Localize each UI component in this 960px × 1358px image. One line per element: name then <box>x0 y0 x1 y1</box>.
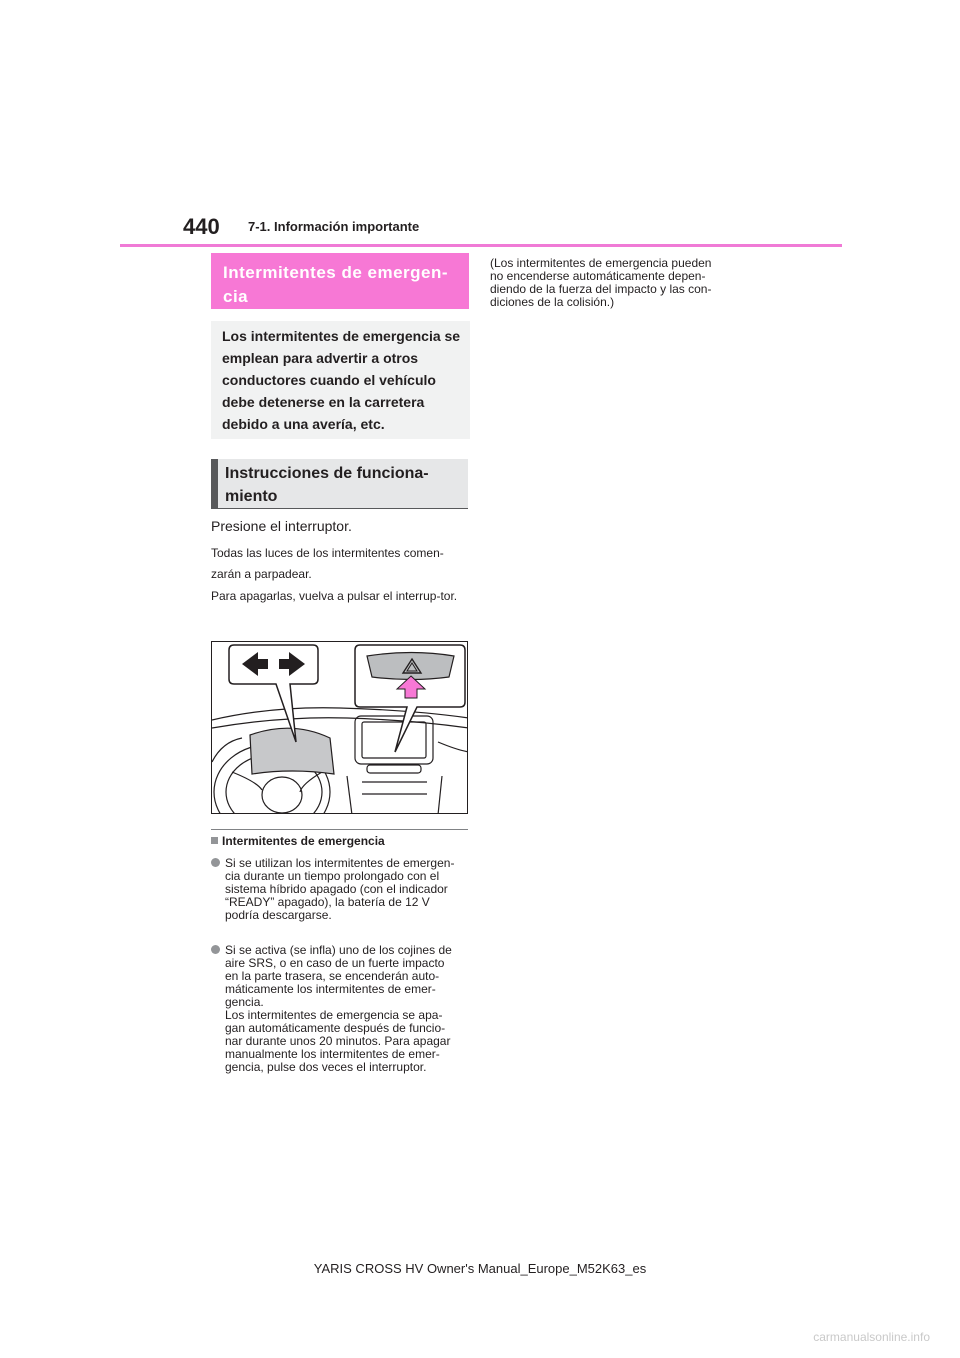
list-item <box>211 857 473 937</box>
circle-bullet-icon <box>211 858 220 867</box>
intro-text: Los intermitentes de emergencia se emplean para advertir a otros conductores cuando el vehículo debe detenerse en la carretera debido a una avería, etc. <box>222 328 461 432</box>
bullet-text: Si se utilizan los intermitentes de emergen- cia durante un tiempo prolongado con el sistema híbrido apagado (con el indicador “READY” apagado), la batería de 12 V podría descargarse. <box>225 856 455 922</box>
right-column-text: (Los intermitentes de emergencia pueden no encenderse automáticamente depen- diendo de la fuerza del impacto y las con- diciones de la colisión.) <box>490 256 712 309</box>
bullet-text: Si se activa (se infla) uno de los cojines de aire SRS, o en caso de un fuerte impacto en la parte trasera, se encenderán auto- máticamente los intermitentes de emer- gencia. Los intermitentes de emergencia se apa- gan automáticamente después de funcio- nar durante unos 20 minutos. Para apagar manualmente los intermitentes de emer- gencia, pulse dos veces el interruptor. <box>225 943 452 1074</box>
square-bullet-icon <box>211 837 218 844</box>
title-text: Intermitentes de emergen- cia <box>223 263 449 306</box>
step-detail-2: Para apagarlas, vuelva a pulsar el interrup-tor. <box>211 589 458 603</box>
instructions-box <box>211 459 468 509</box>
note-rule <box>211 829 468 830</box>
hazard-switch-illustration <box>211 641 468 814</box>
instructions-title: Instrucciones de funciona- miento <box>225 465 429 505</box>
title-box <box>211 253 469 309</box>
step-detail-1: Todas las luces de los intermitentes comen-zarán a parpadear. <box>211 546 444 581</box>
page-number: 440 <box>183 214 220 239</box>
header-rule <box>120 244 842 247</box>
dashboard-drawing <box>212 642 468 814</box>
watermark: carmanualsonline.info <box>813 1330 930 1344</box>
list-item <box>211 944 473 1104</box>
section-heading: 7-1. Información importante <box>248 219 420 234</box>
turn-signal-callout <box>229 645 318 742</box>
step-text: Presione el interruptor. <box>211 518 352 534</box>
circle-bullet-icon <box>211 945 220 954</box>
intro-box <box>211 321 470 439</box>
footer-manual-title: YARIS CROSS HV Owner's Manual_Europe_M52K63_es <box>313 1261 647 1276</box>
note-heading <box>211 834 385 848</box>
note-heading-text: Intermitentes de emergencia <box>222 834 385 848</box>
